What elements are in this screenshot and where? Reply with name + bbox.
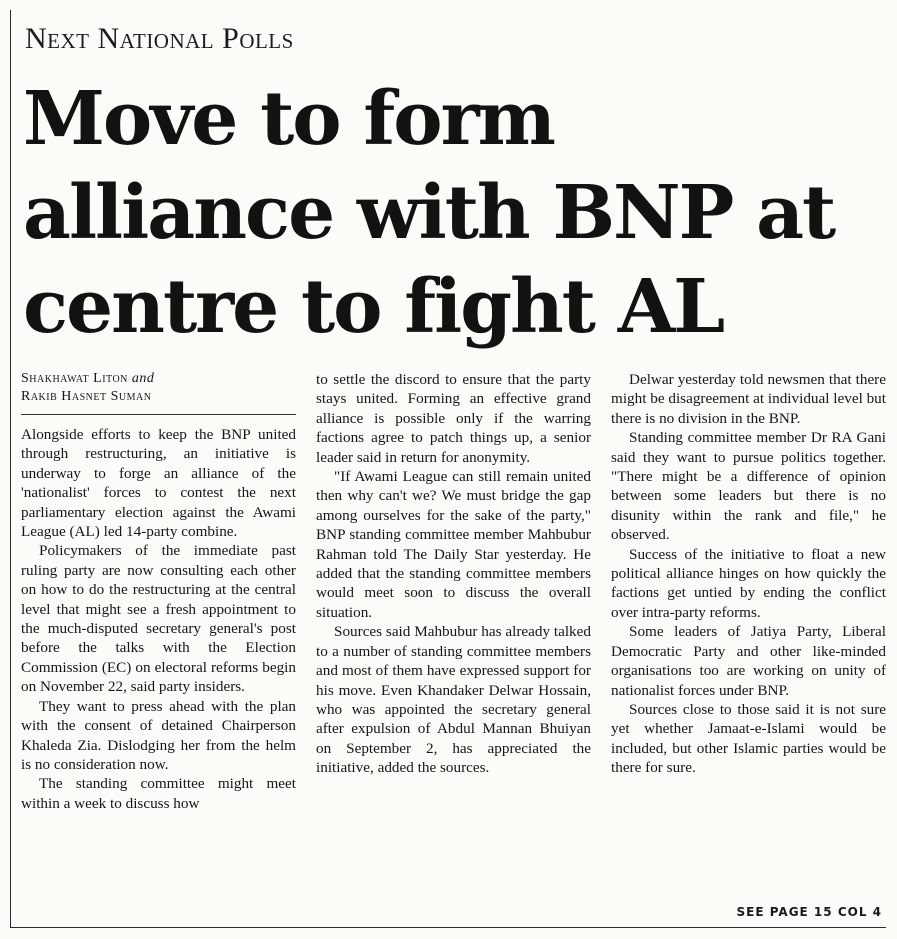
paragraph: Sources close to those said it is not sure yet whether Jamaat-e-Islami would be included, but other Islamic parties would be there for sure. <box>611 700 886 777</box>
headline: Move to form alliance with BNP at centre to fight AL <box>23 76 835 350</box>
article-body <box>21 370 887 930</box>
paragraph: Delwar yesterday told newsmen that there might be disagreement at individual level but there is no division in the BNP. <box>611 371 886 427</box>
paragraph: to settle the discord to ensure that the party stays united. Forming an effective grand alliance is possible only if the warring factions agree to patch things up, a senior leader said in return for anonymity. <box>316 371 591 466</box>
paragraph: They want to press ahead with the plan with the consent of detained Chairperson Khaleda Zia. Dislodging her from the helm is no consideration now. <box>21 697 296 773</box>
paragraph: Policymakers of the immediate past ruling party are now consulting each other on how to do the restructuring at the central level that might see a fresh appointment to the much-disputed secretary general's post before the talks with the Election Commission (EC) on electoral reforms begin on November 22, said party insiders. <box>21 542 296 696</box>
paragraph: Sources said Mahbubur has already talked to a number of standing committee members and most of them have expressed support for his move. Even Khandaker Delwar Hossain, who was appointed the secretary general after expulsion of Abdul Mannan Bhuiyan on September 2, has appreciated the initiative, added the sources. <box>316 623 591 777</box>
author-2: Rakib Hasnet Suman <box>21 389 152 404</box>
column-1 <box>21 370 296 930</box>
column-3 <box>611 370 886 930</box>
paragraph: Alongside efforts to keep the BNP united through restructuring, an initiative is underway to forge an alliance of the 'nationalist' forces to contest the next parliamentary election against the Awami League (AL) led 14-party combine. <box>21 426 296 541</box>
byline <box>21 370 296 415</box>
paragraph: Success of the initiative to float a new political alliance hinges on how quickly the factions get untied by ending the conflict over intra-party reforms. <box>611 545 886 621</box>
paragraph: The standing committee might meet within a week to discuss how <box>21 775 296 812</box>
byline-connector: and <box>131 371 155 386</box>
author-1: Shakhawat Liton <box>21 371 128 386</box>
kicker: Next National Polls <box>25 22 294 55</box>
paragraph: Standing committee member Dr RA Gani said they want to pursue politics together. "There might be a difference of opinion between some leaders but there is no disunity within the rank and file," he observed. <box>611 429 886 544</box>
column-2 <box>316 370 591 930</box>
continuation-note: SEE PAGE 15 COL 4 <box>736 905 882 919</box>
paragraph: "If Awami League can still remain united then why can't we? We must bridge the gap among ourselves for the sake of the party," BNP standing committee member Mahbubur Rahman told The Daily Star yesterday. He added that the standing committee members would meet soon to discuss the overall situation. <box>316 468 591 621</box>
paragraph: Some leaders of Jatiya Party, Liberal Democratic Party and other like-minded organisations too are working on unity of nationalist forces under BNP. <box>611 623 886 699</box>
article <box>10 10 886 928</box>
